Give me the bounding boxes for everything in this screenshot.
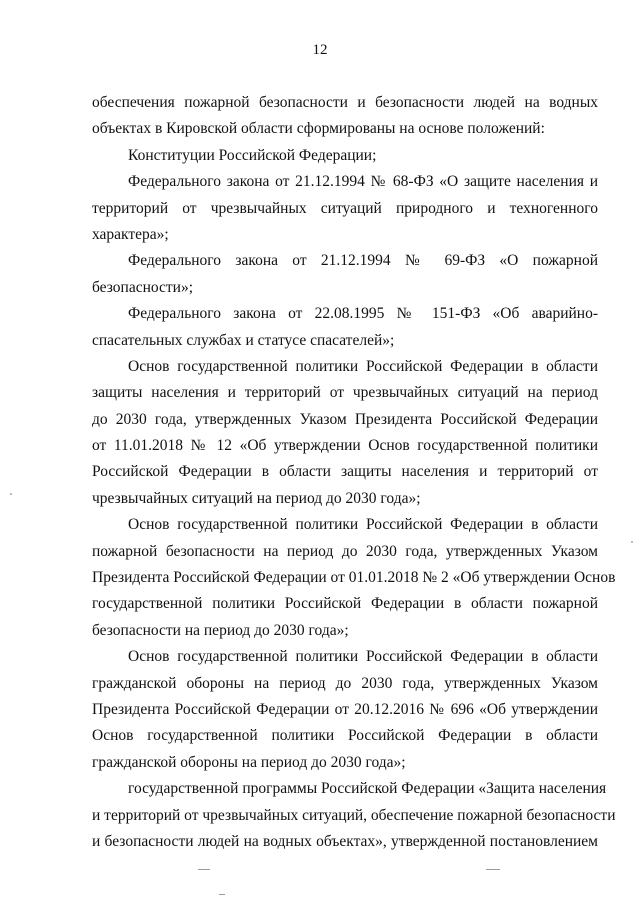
text-line: государственной программы Российской Федерации «Защита населения bbox=[128, 780, 607, 798]
footer-mark-left bbox=[198, 869, 210, 870]
text-line: Президента Российской Федерации от 20.12.2016 № 696 «Об утверждении bbox=[92, 700, 598, 718]
text-line: и безопасности людей на водных объектах», утвержденной постановлением bbox=[92, 832, 598, 850]
document-body bbox=[92, 90, 616, 855]
scan-artifact-right bbox=[631, 541, 633, 543]
text-line: и территорий от чрезвычайных ситуаций, обеспечение пожарной безопасности bbox=[92, 806, 616, 824]
text-line: пожарной безопасности на период до 2030 года, утвержденных Указом bbox=[92, 542, 598, 560]
text-line: Основ государственной политики Российской Федерации в области bbox=[128, 648, 598, 666]
text-line: Конституции Российской Федерации; bbox=[128, 146, 377, 164]
text-line: от 11.01.2018 № 12 «Об утверждении Основ государственной политики bbox=[92, 437, 598, 455]
page-number: 12 bbox=[312, 42, 328, 58]
footer-mark-right bbox=[486, 869, 500, 870]
text-line: Федерального закона от 21.12.1994 № 69-ФЗ «О пожарной bbox=[128, 252, 598, 270]
text-line: Основ государственной политики Российской Федерации в области bbox=[128, 516, 598, 534]
text-line: безопасности на период до 2030 года»; bbox=[92, 621, 349, 639]
text-line: Российской Федерации в области защиты населения и территорий от bbox=[92, 463, 598, 481]
text-line: гражданской обороны на период до 2030 года»; bbox=[92, 753, 406, 771]
text-line: объектах в Кировской области сформированы на основе положений: bbox=[92, 120, 545, 138]
text-line: безопасности»; bbox=[92, 278, 194, 296]
text-line: защиты населения и территорий от чрезвычайных ситуаций на период bbox=[92, 384, 598, 402]
text-line: до 2030 года, утвержденных Указом Президента Российской Федерации bbox=[92, 410, 598, 428]
text-line: Основ государственной политики Российской Федерации в области bbox=[92, 727, 598, 745]
text-line: территорий от чрезвычайных ситуаций природного и техногенного bbox=[92, 199, 598, 217]
text-line: Основ государственной политики Российской Федерации в области bbox=[128, 357, 598, 375]
scan-artifact-left bbox=[10, 493, 12, 495]
text-line: спасательных службах и статусе спасателей»; bbox=[92, 331, 395, 349]
text-line: чрезвычайных ситуаций на период до 2030 года»; bbox=[92, 489, 421, 507]
text-line: обеспечения пожарной безопасности и безопасности людей на водных bbox=[92, 94, 598, 111]
text-line: гражданской обороны на период до 2030 года, утвержденных Указом bbox=[92, 674, 598, 692]
text-line: Президента Российской Федерации от 01.01.2018 № 2 «Об утверждении Основ bbox=[92, 569, 616, 587]
text-line: государственной политики Российской Федерации в области пожарной bbox=[92, 595, 598, 613]
text-line: характера»; bbox=[92, 225, 169, 243]
text-line: Федерального закона от 21.12.1994 № 68-ФЗ «О защите населения и bbox=[128, 173, 598, 191]
text-line: Федерального закона от 22.08.1995 № 151-ФЗ «Об аварийно- bbox=[128, 305, 598, 323]
footer-mark-bottom bbox=[219, 894, 225, 895]
